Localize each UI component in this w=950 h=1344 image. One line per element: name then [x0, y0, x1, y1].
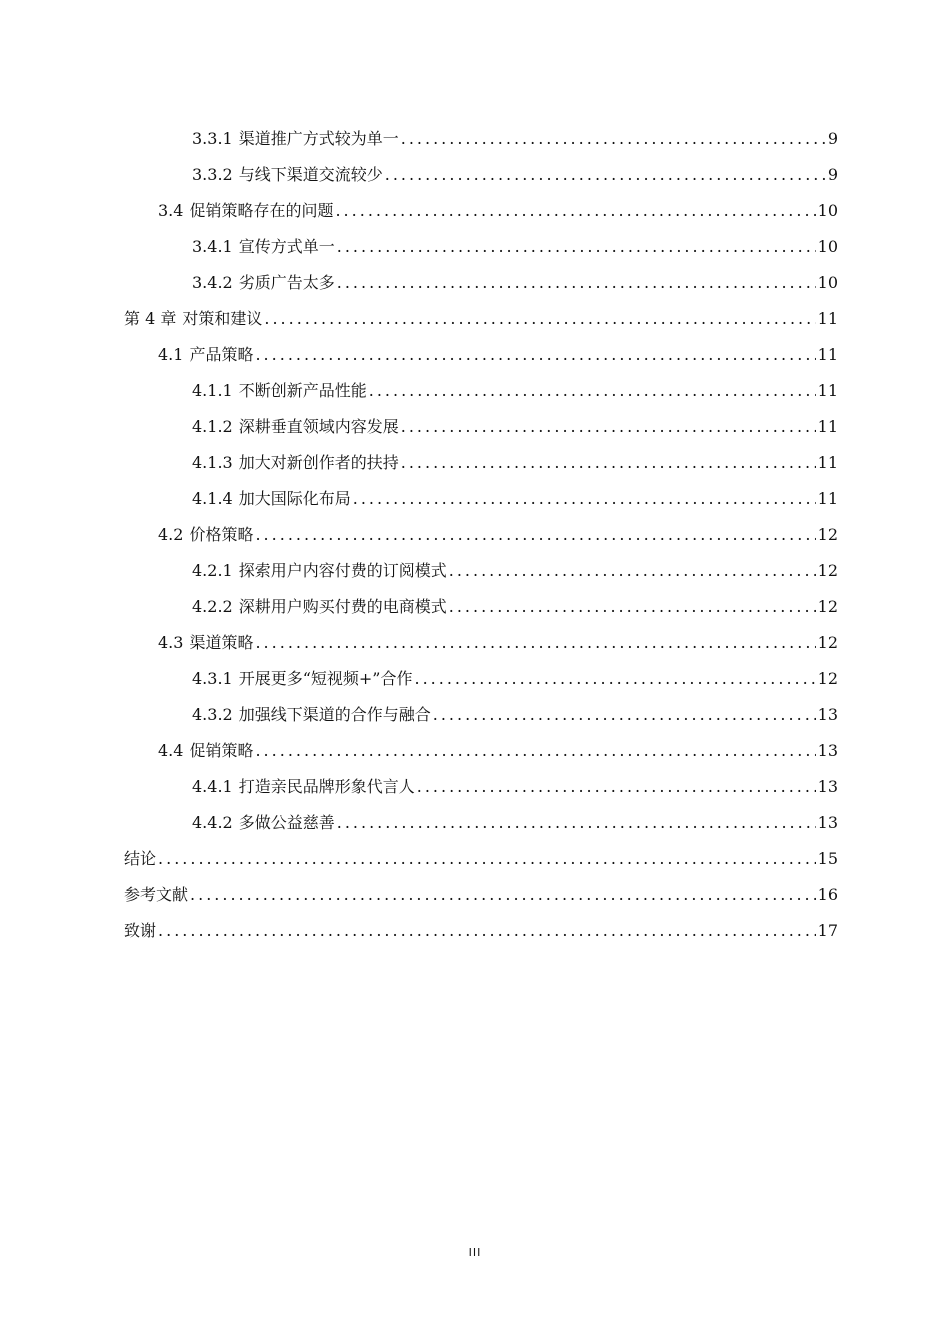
toc-entry[interactable] — [158, 340, 838, 370]
toc-entry[interactable] — [192, 772, 838, 802]
toc-entry-page: 10 — [817, 201, 838, 220]
toc-entry[interactable] — [192, 592, 838, 622]
toc-entry-title: 深耕垂直领域内容发展 — [238, 417, 399, 436]
toc-entry-page: 13 — [817, 705, 838, 724]
toc-entry[interactable] — [158, 628, 838, 658]
toc-entry-title: 参考文献 — [124, 885, 189, 904]
toc-entry-title: 开展更多“短视频+”合作 — [238, 669, 413, 688]
toc-entry[interactable] — [192, 664, 838, 694]
toc-entry-title: 价格策略 — [189, 525, 254, 544]
toc-entry[interactable] — [192, 160, 838, 190]
toc-entry-title: 加强线下渠道的合作与融合 — [238, 705, 431, 724]
toc-entry-title: 产品策略 — [189, 345, 254, 364]
page-number: III — [468, 1246, 482, 1259]
toc-entry-title: 劣质广告太多 — [238, 273, 335, 292]
dot-leader — [337, 808, 816, 838]
toc-entry[interactable] — [158, 736, 838, 766]
toc-entry-number: 3.4.2 — [192, 273, 233, 292]
dot-leader — [401, 412, 816, 442]
toc-entry-number: 4.3.2 — [192, 705, 233, 724]
dot-leader — [190, 880, 816, 910]
toc-entry-page: 10 — [817, 273, 838, 292]
dot-leader — [337, 268, 816, 298]
dot-leader — [255, 520, 815, 550]
toc-entry-page: 13 — [817, 813, 838, 832]
toc-entry-number: 4.4.2 — [192, 813, 233, 832]
toc-entry[interactable] — [192, 556, 838, 586]
toc-entry[interactable] — [124, 304, 838, 334]
toc-entry-title: 多做公益慈善 — [238, 813, 335, 832]
toc-entry-page: 12 — [817, 669, 838, 688]
toc-entry-page: 12 — [817, 561, 838, 580]
toc-entry[interactable] — [192, 232, 838, 262]
toc-entry-number: 4.1.4 — [192, 489, 233, 508]
toc-entry-title: 促销策略存在的问题 — [189, 201, 334, 220]
toc-entry[interactable] — [192, 412, 838, 442]
toc-entry-page: 16 — [817, 885, 838, 904]
toc-entry-page: 10 — [817, 237, 838, 256]
dot-leader — [255, 340, 815, 370]
dot-leader — [449, 592, 816, 622]
dot-leader — [264, 304, 815, 334]
toc-entry-number: 4.4.1 — [192, 777, 233, 796]
toc-entry[interactable] — [192, 700, 838, 730]
toc-entry-page: 12 — [817, 597, 838, 616]
dot-leader — [337, 232, 816, 262]
toc-entry-title: 致谢 — [124, 921, 157, 940]
toc-entry-number: 4.1.2 — [192, 417, 233, 436]
toc-entry-number: 4.2 — [158, 525, 184, 544]
toc-entry-title: 探索用户内容付费的订阅模式 — [238, 561, 447, 580]
dot-leader — [158, 844, 816, 874]
toc-entry-number: 第 4 章 — [124, 309, 177, 328]
toc-entry[interactable] — [158, 520, 838, 550]
dot-leader — [449, 556, 816, 586]
dot-leader — [401, 124, 826, 154]
dot-leader — [353, 484, 816, 514]
toc-entry-number: 4.2.2 — [192, 597, 233, 616]
toc-entry[interactable] — [124, 916, 838, 946]
dot-leader — [415, 664, 816, 694]
toc-entry-title: 不断创新产品性能 — [238, 381, 367, 400]
toc-entry[interactable] — [158, 196, 838, 226]
toc-entry-page: 11 — [817, 309, 838, 328]
toc-entry[interactable] — [124, 844, 838, 874]
toc-entry-number: 4.2.1 — [192, 561, 233, 580]
toc-entry[interactable] — [192, 124, 838, 154]
toc-entry-page: 11 — [817, 345, 838, 364]
toc-entry-number: 4.1 — [158, 345, 184, 364]
toc-entry-title: 结论 — [124, 849, 157, 868]
toc-entry[interactable] — [192, 268, 838, 298]
dot-leader — [401, 448, 816, 478]
toc-entry-title: 渠道推广方式较为单一 — [238, 129, 399, 148]
toc-entry-title: 深耕用户购买付费的电商模式 — [238, 597, 447, 616]
toc-entry-number: 3.4 — [158, 201, 184, 220]
toc-entry-page: 11 — [817, 417, 838, 436]
toc-entry-title: 加大对新创作者的扶持 — [238, 453, 399, 472]
toc-entry-number: 4.1.1 — [192, 381, 233, 400]
toc-entry-page: 15 — [817, 849, 838, 868]
dot-leader — [385, 160, 826, 190]
dot-leader — [255, 628, 815, 658]
toc-entry-title: 宣传方式单一 — [238, 237, 335, 256]
toc-entry-title: 与线下渠道交流较少 — [238, 165, 383, 184]
toc-entry-title: 促销策略 — [189, 741, 254, 760]
dot-leader — [158, 916, 816, 946]
toc-entry-number: 3.3.2 — [192, 165, 233, 184]
toc-entry[interactable] — [124, 880, 838, 910]
toc-entry-page: 12 — [817, 633, 838, 652]
toc-entry-number: 4.4 — [158, 741, 184, 760]
toc-entry[interactable] — [192, 376, 838, 406]
dot-leader — [335, 196, 815, 226]
toc-entry-page: 13 — [817, 741, 838, 760]
toc-entry-title: 渠道策略 — [189, 633, 254, 652]
toc-entry-number: 4.1.3 — [192, 453, 233, 472]
toc-entry-page: 9 — [827, 129, 838, 148]
toc-entry-number: 4.3.1 — [192, 669, 233, 688]
toc-entry-title: 加大国际化布局 — [238, 489, 351, 508]
toc-entry[interactable] — [192, 484, 838, 514]
toc-entry-page: 12 — [817, 525, 838, 544]
toc-entry-page: 9 — [827, 165, 838, 184]
toc-entry-number: 3.4.1 — [192, 237, 233, 256]
toc-entry-title: 对策和建议 — [182, 309, 263, 328]
toc-entry-number: 3.3.1 — [192, 129, 233, 148]
dot-leader — [255, 736, 815, 766]
toc-entry-number: 4.3 — [158, 633, 184, 652]
toc-entry-page: 11 — [817, 453, 838, 472]
toc-entry-page: 11 — [817, 381, 838, 400]
toc-entry-page: 11 — [817, 489, 838, 508]
toc-entry-page: 17 — [817, 921, 838, 940]
dot-leader — [417, 772, 816, 802]
dot-leader — [433, 700, 816, 730]
toc-entry[interactable] — [192, 448, 838, 478]
toc-entry[interactable] — [192, 808, 838, 838]
toc-entry-title: 打造亲民品牌形象代言人 — [238, 777, 415, 796]
dot-leader — [369, 376, 816, 406]
toc-entry-page: 13 — [817, 777, 838, 796]
